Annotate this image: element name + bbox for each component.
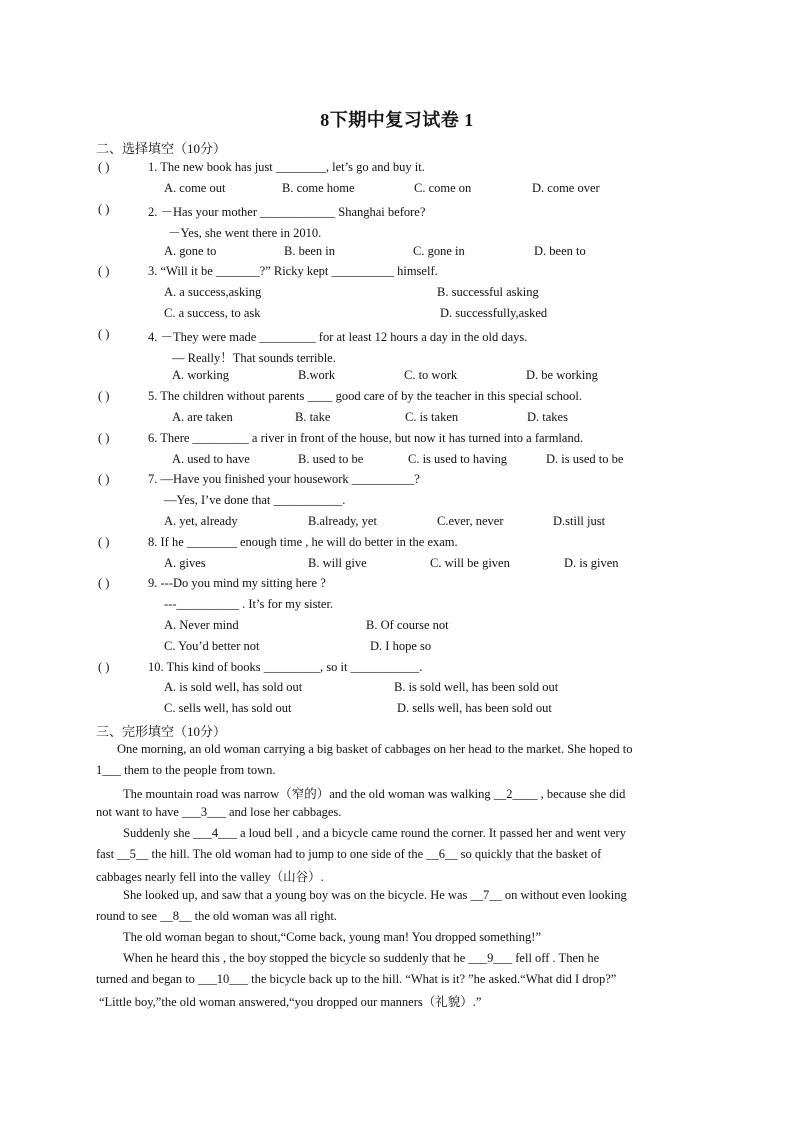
option: C. gone in — [413, 244, 465, 258]
option: D. I hope so — [370, 639, 432, 653]
option: B.already, yet — [308, 514, 377, 528]
cloze-line: Suddenly she ___4___ a loud bell , and a bicycle came round the corner. It passed her and went very — [123, 826, 626, 840]
answer-bracket: ( ) — [98, 535, 110, 549]
cloze-line: She looked up, and saw that a young boy was on the bicycle. He was __7__ on without even looking — [123, 888, 627, 902]
option: D. come over — [532, 181, 600, 195]
option: D.still just — [553, 514, 606, 528]
option: D. is given — [564, 556, 619, 570]
answer-bracket: ( ) — [98, 576, 110, 590]
option: D. been to — [534, 244, 586, 258]
question-stem-continued: ---__________ . It’s for my sister. — [164, 597, 334, 611]
answer-bracket: ( ) — [98, 389, 110, 403]
cloze-line: round to see __8__ the old woman was all right. — [96, 909, 337, 923]
option: C. sells well, has sold out — [164, 701, 292, 715]
option: D. sells well, has been sold out — [397, 701, 552, 715]
option: B. come home — [282, 181, 355, 195]
cloze-line: turned and began to ___10___ the bicycle back up to the hill. “What is it? ”he asked.“What did I drop?” — [96, 972, 617, 986]
option: C. will be given — [430, 556, 510, 570]
question-stem: 5. The children without parents ____ good care of by the teacher in this special school. — [148, 389, 583, 403]
question-stem: 8. If he ________ enough time , he will do better in the exam. — [148, 535, 458, 549]
question-stem: 1. The new book has just ________, let’s go and buy it. — [148, 160, 425, 174]
option: B. used to be — [298, 452, 364, 466]
option: C. come on — [414, 181, 472, 195]
question-stem: 2. －Has your mother ____________ Shanghai before? — [148, 205, 426, 219]
option: D. takes — [527, 410, 568, 424]
cloze-line: When he heard this , the boy stopped the bicycle so suddenly that he ___9___ fell off . Then he — [123, 951, 600, 965]
option: B. Of course not — [366, 618, 449, 632]
question-stem: 4. －They were made _________ for at least 12 hours a day in the old days. — [148, 330, 528, 344]
question-stem: 9. ---Do you mind my sitting here ? — [148, 576, 326, 590]
option: A. a success,asking — [164, 285, 262, 299]
option: A. come out — [164, 181, 226, 195]
cloze-line: cabbages nearly fell into the valley（山谷）. — [96, 870, 324, 884]
option: B.work — [298, 368, 336, 382]
option: D. be working — [526, 368, 598, 382]
question-stem: 10. This kind of books _________, so it ___________. — [148, 660, 423, 674]
option: C. You’d better not — [164, 639, 260, 653]
cloze-line: The mountain road was narrow（窄的）and the old woman was walking __2____ , because she did — [123, 787, 626, 801]
option: A. gives — [164, 556, 206, 570]
cloze-line: One morning, an old woman carrying a big basket of cabbages on her head to the market. She hoped to — [117, 742, 633, 756]
answer-bracket: ( ) — [98, 472, 110, 486]
option: A. working — [172, 368, 229, 382]
option: B. will give — [308, 556, 367, 570]
answer-bracket: ( ) — [98, 160, 110, 174]
answer-bracket: ( ) — [98, 202, 110, 216]
question-stem-continued: —Yes, I’ve done that ___________. — [164, 493, 346, 507]
option: B. successful asking — [437, 285, 539, 299]
question-stem-continued: — Really！That sounds terrible. — [172, 351, 336, 365]
option: C. is used to having — [408, 452, 507, 466]
question-stem: 6. There _________ a river in front of the house, but now it has turned into a farmland. — [148, 431, 584, 445]
option: C. is taken — [405, 410, 459, 424]
option: C. to work — [404, 368, 458, 382]
answer-bracket: ( ) — [98, 264, 110, 278]
option: D. successfully,asked — [440, 306, 548, 320]
question-stem: 7. —Have you finished your housework __________? — [148, 472, 420, 486]
option: C.ever, never — [437, 514, 504, 528]
option: A. are taken — [172, 410, 233, 424]
answer-bracket: ( ) — [98, 660, 110, 674]
section-heading-multiple-choice: 二、选择填空（10分） — [96, 141, 227, 156]
answer-bracket: ( ) — [98, 327, 110, 341]
option: D. is used to be — [546, 452, 624, 466]
option: B. been in — [284, 244, 336, 258]
cloze-line: 1___ them to the people from town. — [96, 763, 276, 777]
page-title: 8下期中复习试卷 1 — [320, 110, 474, 130]
option: A. Never mind — [164, 618, 239, 632]
option: A. yet, already — [164, 514, 238, 528]
option: A. is sold well, has sold out — [164, 680, 303, 694]
section-heading-cloze: 三、完形填空（10分） — [96, 724, 227, 739]
answer-bracket: ( ) — [98, 431, 110, 445]
cloze-line: The old woman began to shout,“Come back, young man! You dropped something!” — [123, 930, 541, 944]
option: A. gone to — [164, 244, 217, 258]
question-stem: 3. “Will it be _______?” Ricky kept __________ himself. — [148, 264, 438, 278]
question-stem-continued: －Yes, she went there in 2010. — [168, 226, 322, 240]
option: C. a success, to ask — [164, 306, 261, 320]
cloze-line: fast __5__ the hill. The old woman had to jump to one side of the __6__ so quickly that the basket of — [96, 847, 602, 861]
option: B. is sold well, has been sold out — [394, 680, 559, 694]
option: B. take — [295, 410, 331, 424]
cloze-line: “Little boy,”the old woman answered,“you dropped our manners（礼貌）.” — [99, 995, 482, 1009]
cloze-line: not want to have ___3___ and lose her cabbages. — [96, 805, 342, 819]
option: A. used to have — [172, 452, 250, 466]
